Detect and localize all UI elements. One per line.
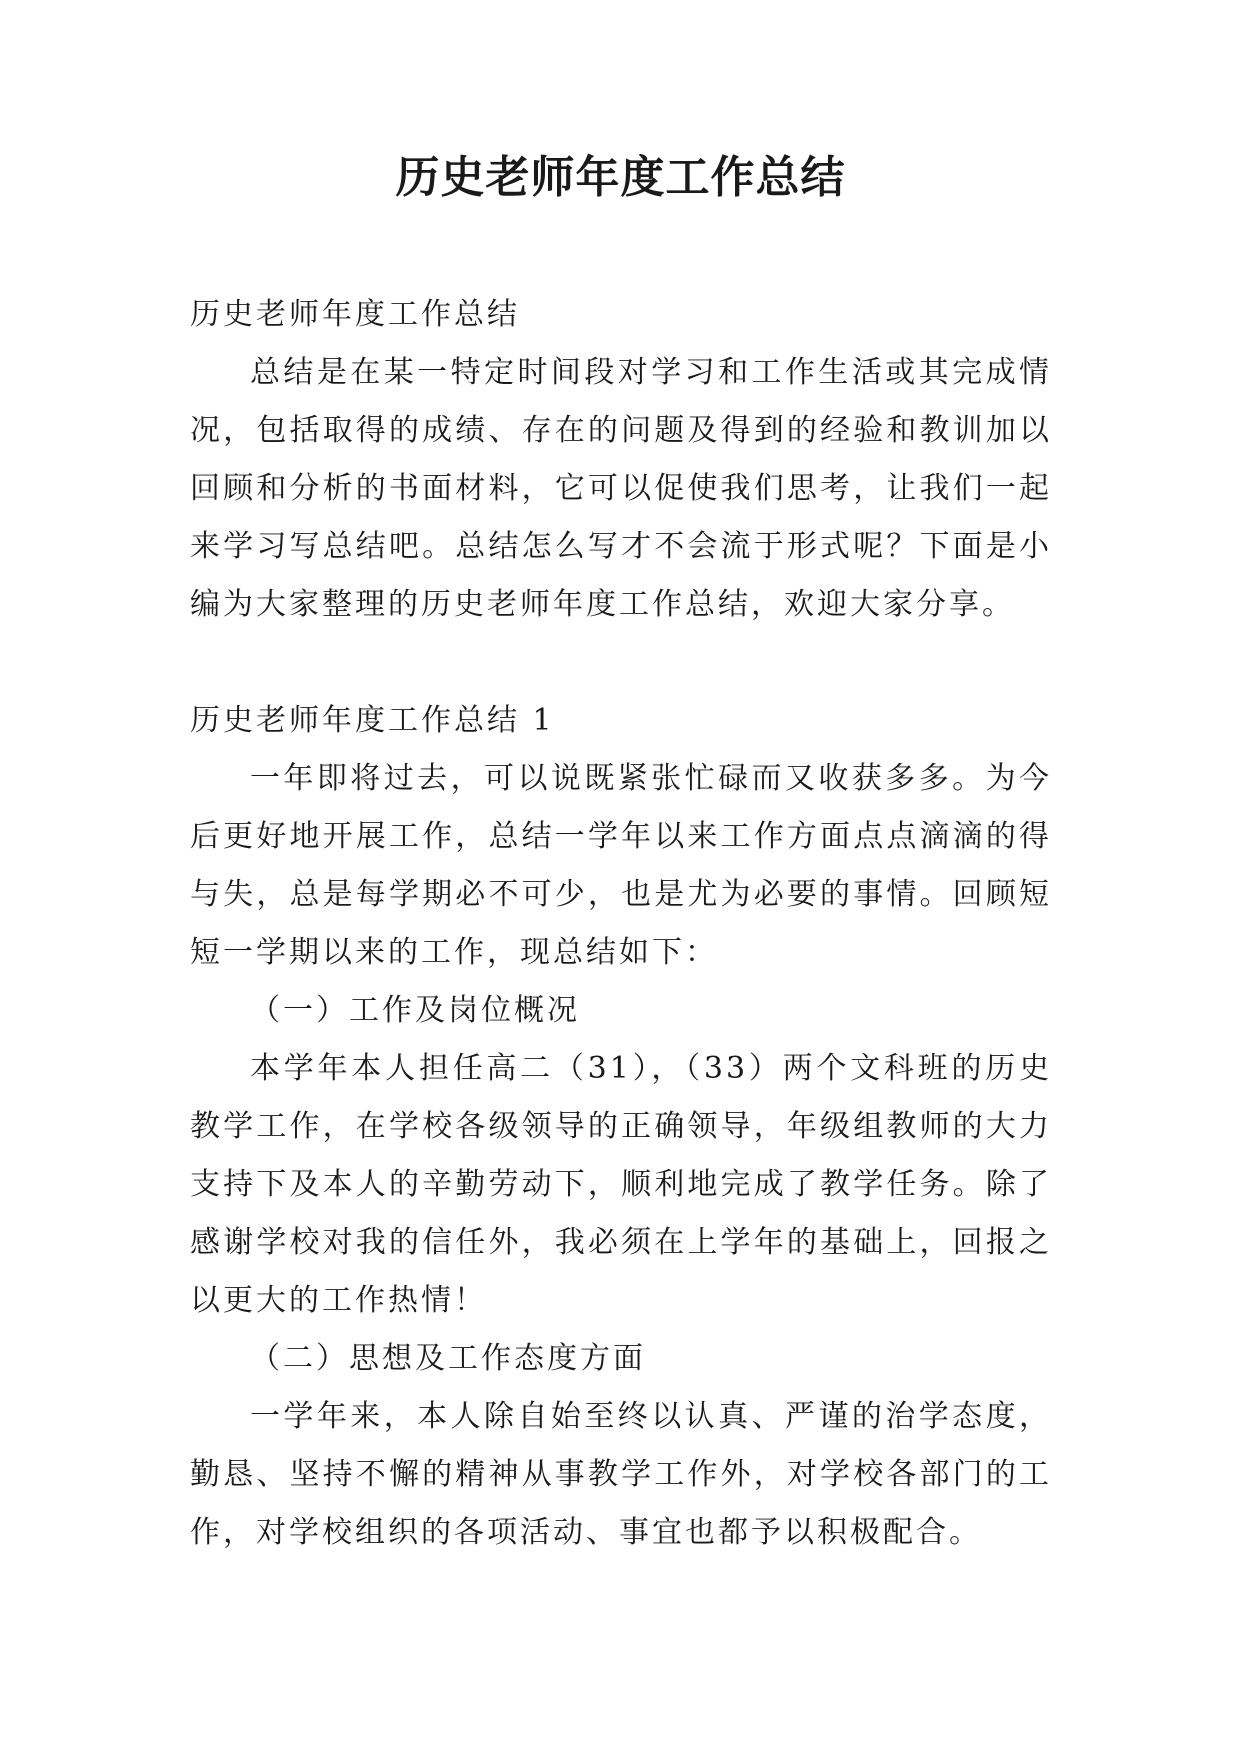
document-body	[190, 286, 1052, 1562]
paragraph-job-overview: 本学年本人担任高二（31），（33）两个文科班的历史教学工作，在学校各级领导的正确领导，年级组教师的大力支持下及本人的辛勤劳动下，顺利地完成了教学任务。除了感谢学校对我的信任外，我必须在上学年的基础上，回报之以更大的工作热情！	[190, 1051, 1052, 1318]
subheading-job-overview: （一）工作及岗位概况	[250, 993, 580, 1028]
section-heading-1: 历史老师年度工作总结 1	[190, 703, 555, 738]
section-heading-intro: 历史老师年度工作总结	[190, 297, 520, 332]
document-title: 历史老师年度工作总结	[395, 152, 846, 203]
paragraph-opening: 一年即将过去，可以说既紧张忙碌而又收获多多。为今后更好地开展工作，总结一学年以来工作方面点点滴滴的得与失，总是每学期必不可少，也是尤为必要的事情。回顾短短一学期以来的工作，现总结如下：	[190, 761, 1052, 970]
paragraph-attitude: 一学年来，本人除自始至终以认真、严谨的治学态度，勤恳、坚持不懈的精神从事教学工作外，对学校各部门的工作，对学校组织的各项活动、事宜也都予以积极配合。	[190, 1399, 1052, 1550]
paragraph-intro: 总结是在某一特定时间段对学习和工作生活或其完成情况，包括取得的成绩、存在的问题及得到的经验和教训加以回顾和分析的书面材料，它可以促使我们思考，让我们一起来学习写总结吧。总结怎么写才不会流于形式呢？下面是小编为大家整理的历史老师年度工作总结，欢迎大家分享。	[190, 355, 1052, 622]
subheading-attitude: （二）思想及工作态度方面	[250, 1341, 646, 1376]
